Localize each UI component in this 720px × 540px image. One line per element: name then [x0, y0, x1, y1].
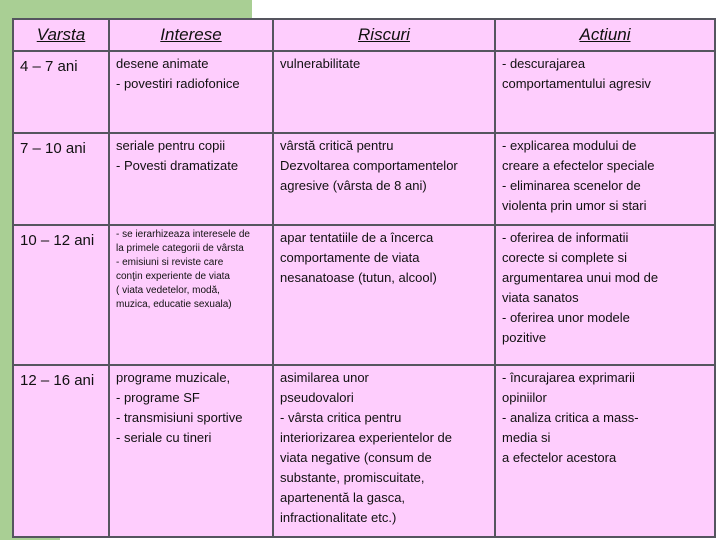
actiuni-cell — [495, 225, 715, 365]
cell-line: pseudovalori — [280, 390, 354, 405]
cell-line: - oferirea de informatii — [502, 230, 629, 245]
cell-line: - se ierarhizeaza interesele de — [116, 229, 250, 240]
riscuri-cell — [273, 365, 495, 537]
cell-line: ( viata vedetelor, modă, — [116, 285, 220, 296]
cell-line: - transmisiuni sportive — [116, 410, 243, 425]
cell-line: pozitive — [502, 330, 547, 345]
cell-line: - oferirea unor modele — [502, 310, 630, 325]
age-cell: 10 – 12 ani — [13, 225, 109, 365]
cell-line: opiniilor — [502, 390, 547, 405]
interese-cell — [109, 133, 273, 225]
actiuni-cell — [495, 51, 715, 133]
header-actiuni: Actiuni — [495, 19, 715, 51]
cell-line: seriale pentru copii — [116, 138, 226, 153]
header-riscuri: Riscuri — [273, 19, 495, 51]
table-row — [13, 225, 715, 365]
cell-line: infractionalitate etc.) — [280, 510, 397, 525]
age-cell: 7 – 10 ani — [13, 133, 109, 225]
actiuni-cell — [495, 133, 715, 225]
age-cell: 4 – 7 ani — [13, 51, 109, 133]
cell-line: - seriale cu tineri — [116, 430, 212, 445]
cell-line: violenta prin umor si stari — [502, 198, 647, 213]
cell-line: - analiza critica a mass- — [502, 410, 639, 425]
table-row — [13, 51, 715, 133]
cell-line: muzica, educatie sexuala) — [116, 299, 232, 310]
riscuri-cell — [273, 133, 495, 225]
cell-line: comportamentului agresiv — [502, 76, 651, 91]
interese-cell — [109, 225, 273, 365]
cell-line: agresive (vârsta de 8 ani) — [280, 178, 427, 193]
riscuri-cell — [273, 51, 495, 133]
cell-line: vârstă critică pentru — [280, 138, 394, 153]
riscuri-cell — [273, 225, 495, 365]
cell-line: media si — [502, 430, 551, 445]
cell-line: - descurajarea — [502, 56, 586, 71]
cell-line: - programe SF — [116, 390, 200, 405]
cell-line: - Povesti dramatizate — [116, 158, 239, 173]
header-interese: Interese — [109, 19, 273, 51]
cell-line: creare a efectelor speciale — [502, 158, 655, 173]
cell-line: corecte si complete si — [502, 250, 627, 265]
actiuni-cell — [495, 365, 715, 537]
cell-line: comportamente de viata — [280, 250, 420, 265]
cell-line: - explicarea modului de — [502, 138, 637, 153]
cell-line: desene animate — [116, 56, 209, 71]
cell-line: a efectelor acestora — [502, 450, 617, 465]
cell-line: asimilarea unor — [280, 370, 369, 385]
table-row — [13, 365, 715, 537]
header-varsta: Varsta — [13, 19, 109, 51]
cell-line: interiorizarea experientelor de — [280, 430, 452, 445]
cell-line: - vârsta critica pentru — [280, 410, 402, 425]
cell-line: programe muzicale, — [116, 370, 231, 385]
cell-line: apartenentă la gasca, — [280, 490, 406, 505]
table-row — [13, 133, 715, 225]
green-top-band — [0, 0, 252, 18]
cell-line: la primele categorii de vârsta — [116, 243, 244, 254]
cell-line: substante, promiscuitate, — [280, 470, 425, 485]
cell-line: - încurajarea exprimarii — [502, 370, 635, 385]
cell-line: nesanatoase (tutun, alcool) — [280, 270, 437, 285]
cell-line: - emisiuni si reviste care — [116, 257, 224, 268]
age-interests-table — [12, 18, 716, 538]
cell-line: - eliminarea scenelor de — [502, 178, 641, 193]
header-row — [13, 19, 715, 51]
interese-cell — [109, 51, 273, 133]
cell-line: - povestiri radiofonice — [116, 76, 240, 91]
cell-line: argumentarea unui mod de — [502, 270, 659, 285]
cell-line: vulnerabilitate — [280, 56, 361, 71]
cell-line: apar tentatiile de a încerca — [280, 230, 434, 245]
cell-line: viata sanatos — [502, 290, 579, 305]
interese-cell — [109, 365, 273, 537]
cell-line: Dezvoltarea comportamentelor — [280, 158, 458, 173]
age-cell: 12 – 16 ani — [13, 365, 109, 537]
cell-line: viata negative (consum de — [280, 450, 432, 465]
cell-line: conţin experiente de viata — [116, 271, 230, 282]
